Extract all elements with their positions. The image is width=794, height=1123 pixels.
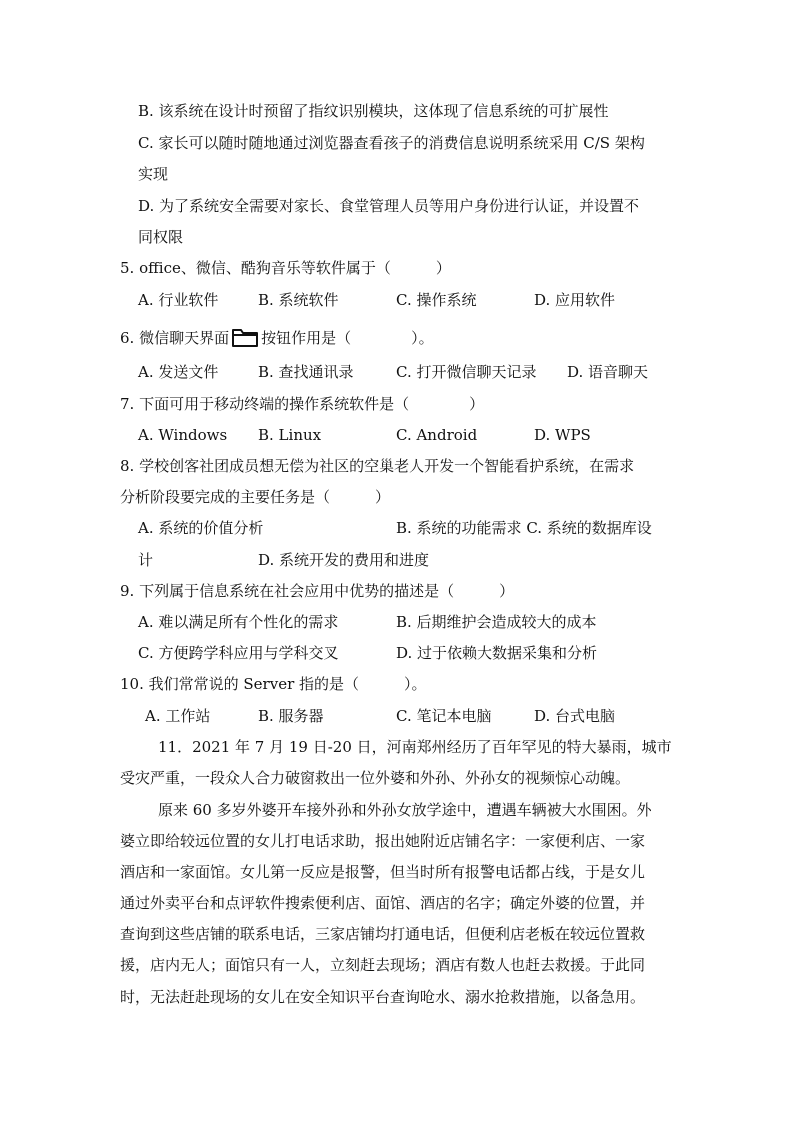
q8-option-c-cont: 计	[138, 551, 154, 569]
q7-option-b: B. Linux	[258, 426, 322, 444]
q11-para2-line7: 时，无法赶赴现场的女儿在安全知识平台查询呛水、溺水抢救措施，以备急用。	[120, 988, 646, 1006]
q4-option-d-cont: 同权限	[138, 228, 184, 246]
q6-option-a: A. 发送文件	[138, 363, 219, 381]
q4-option-d: D. 为了系统安全需要对家长、食堂管理人员等用户身份进行认证，并设置不	[138, 197, 640, 215]
q11-para2-line4: 通过外卖平台和点评软件搜索便利店、面馆、酒店的名字；确定外婆的位置，并	[120, 894, 646, 912]
q7-option-a: A. Windows	[138, 426, 228, 444]
q9-option-c: C. 方便跨学科应用与学科交叉	[138, 644, 339, 662]
q10-option-a: A. 工作站	[145, 707, 211, 725]
q6-stem	[120, 326, 434, 353]
q8-option-a: A. 系统的价值分析	[138, 519, 264, 537]
q7-option-d: D. WPS	[534, 426, 591, 444]
q5-option-a: A. 行业软件	[138, 291, 219, 309]
q10-option-b: B. 服务器	[258, 707, 324, 725]
q6-option-d: D. 语音聊天	[567, 363, 649, 381]
q11-para2-line3: 酒店和一家面馆。女儿第一反应是报警，但当时所有报警电话都占线，于是女儿	[120, 863, 646, 881]
q4-option-c-cont: 实现	[138, 165, 169, 183]
q11-para2-line2: 婆立即给较远位置的女儿打电话求助，报出她附近店铺名字：一家便利店、一家	[120, 832, 646, 850]
q9-option-a: A. 难以满足所有个性化的需求	[138, 613, 339, 631]
q5-option-c: C. 操作系统	[396, 291, 477, 309]
q9-option-b: B. 后期维护会造成较大的成本	[396, 613, 597, 631]
q7-stem: 7. 下面可用于移动终端的操作系统软件是（ ）	[120, 395, 485, 413]
q5-option-d: D. 应用软件	[534, 291, 616, 309]
q8-stem-cont: 分析阶段要完成的主要任务是（ ）	[120, 488, 391, 506]
q10-stem: 10. 我们常常说的 Server 指的是（ ）。	[120, 675, 427, 693]
q6-stem-after: 按钮作用是（ ）。	[261, 329, 434, 347]
q6-option-b: B. 查找通讯录	[258, 363, 354, 381]
q11-para1-line2: 受灾严重，一段众人合力破窗救出一位外婆和外孙、外孙女的视频惊心动魄。	[120, 769, 631, 787]
q8-option-d: D. 系统开发的费用和进度	[258, 551, 430, 569]
q5-stem: 5. office、微信、酷狗音乐等软件属于（ ）	[120, 259, 451, 277]
q7-option-c: C. Android	[396, 426, 478, 444]
q11-para1-line1: 11．2021 年 7 月 19 日-20 日，河南郑州经历了百年罕见的特大暴雨，城市	[158, 738, 672, 756]
q11-para2-line1: 原来 60 多岁外婆开车接外孙和外孙女放学途中，遭遇车辆被大水围困。外	[158, 801, 652, 819]
q5-option-b: B. 系统软件	[258, 291, 339, 309]
q4-option-c: C. 家长可以随时随地通过浏览器查看孩子的消费信息说明系统采用 C/S 架构	[138, 134, 645, 152]
q11-para2-line5: 查询到这些店铺的联系电话，三家店铺均打通电话，但便利店老板在较远位置救	[120, 925, 646, 943]
q6-stem-before: 6. 微信聊天界面	[120, 329, 230, 347]
q9-option-d: D. 过于依赖大数据采集和分析	[396, 644, 598, 662]
q11-para2-line6: 援，店内无人；面馆只有一人，立刻赶去现场；酒店有数人也赶去救援。于此同	[120, 956, 646, 974]
q10-option-c: C. 笔记本电脑	[396, 707, 492, 725]
q8-option-bc: B. 系统的功能需求 C. 系统的数据库设	[396, 519, 652, 537]
q6-option-c: C. 打开微信聊天记录	[396, 363, 537, 381]
q8-stem: 8. 学校创客社团成员想无偿为社区的空巢老人开发一个智能看护系统，在需求	[120, 457, 635, 475]
q9-stem: 9. 下列属于信息系统在社会应用中优势的描述是（ ）	[120, 582, 515, 600]
q4-option-b: B. 该系统在设计时预留了指纹识别模块，这体现了信息系统的可扩展性	[138, 102, 609, 120]
q10-option-d: D. 台式电脑	[534, 707, 616, 725]
folder-icon	[231, 326, 259, 353]
